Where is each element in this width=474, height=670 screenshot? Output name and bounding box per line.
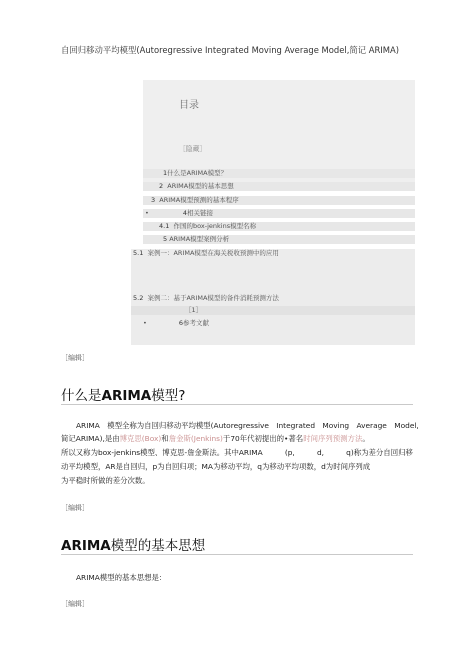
toc-item-2[interactable] bbox=[143, 182, 415, 191]
toc-item-label: 什么是ARIMA模型？ bbox=[167, 169, 228, 177]
heading-suffix: 模型的基本思想 bbox=[110, 538, 206, 554]
toc-item-4-1[interactable] bbox=[143, 222, 415, 231]
paragraph-line bbox=[61, 433, 370, 445]
edit-link[interactable]: ［编辑］ bbox=[61, 600, 89, 608]
toc-item-5[interactable] bbox=[143, 235, 415, 244]
paragraph-line: 为平稳时所做的差分次数。 bbox=[61, 476, 150, 485]
toc-item-label: 作国的box-jenkins模型名称 bbox=[173, 222, 257, 230]
heading-rule bbox=[61, 404, 413, 405]
toc-item-3[interactable] bbox=[143, 196, 415, 205]
paragraph-line: 动平均模型，AR是自回归，p为自回归项；MA为移动平均，q为移动平均项数，d为时间序列成 bbox=[61, 462, 371, 471]
toc-item-5-2[interactable] bbox=[131, 294, 415, 303]
heading-rule bbox=[61, 554, 413, 555]
toc-item-number: 3 bbox=[151, 196, 156, 204]
toc-hide-toggle[interactable]: ［隐藏］ bbox=[179, 145, 207, 153]
edit-link[interactable]: ［编辑］ bbox=[61, 504, 89, 512]
bullet-icon: • bbox=[143, 319, 147, 327]
heading-prefix: 什么是 bbox=[61, 388, 102, 404]
toc-item-4[interactable] bbox=[143, 209, 415, 218]
toc-item-ref-1[interactable] bbox=[131, 306, 415, 315]
toc-item-number: 5.1 bbox=[133, 249, 144, 257]
paragraph-line: ARIMA模型的基本思想是： bbox=[76, 573, 167, 582]
link-jenkins[interactable]: 詹金斯(Jenkins) bbox=[168, 434, 223, 443]
heading-latin: ARIMA bbox=[61, 538, 111, 554]
toc-item-number: 4.1 bbox=[159, 222, 170, 230]
toc-item-number: 2 bbox=[159, 182, 164, 190]
section-heading-what-is-arima bbox=[61, 384, 185, 404]
text-span: 于70年代初提出的•著名 bbox=[222, 434, 304, 443]
text-span: 和 bbox=[161, 434, 169, 443]
edit-link[interactable]: ［编辑］ bbox=[61, 354, 89, 362]
paragraph-line: ARIMA 模型全称为自回归移动平均模型(Autoregressive Integrated Moving Average Model, bbox=[76, 421, 419, 430]
toc-item-label: 相关链接 bbox=[186, 209, 213, 217]
toc-item-label: 参考文献 bbox=[182, 319, 209, 327]
toc-heading: 目录 bbox=[179, 100, 199, 111]
toc-item-label: ARIMA模型预测的基本程序 bbox=[159, 196, 239, 204]
text-span: 简记ARIMA),是由 bbox=[61, 434, 120, 443]
document-title: 自回归移动平均模型(Autoregressive Integrated Moving Average Model,简记 ARIMA) bbox=[61, 45, 400, 55]
text-span: 。 bbox=[362, 434, 370, 443]
toc-item-number: 5 bbox=[163, 235, 168, 243]
toc-item-5-1[interactable] bbox=[131, 249, 415, 258]
toc-item-6[interactable] bbox=[131, 319, 415, 328]
toc-item-number: 1 bbox=[163, 169, 168, 177]
heading-latin: ARIMA bbox=[101, 388, 152, 404]
toc-item-number: 5.2 bbox=[133, 294, 144, 302]
link-box[interactable]: 博克思(Box) bbox=[119, 434, 162, 443]
toc-item-number: 4 bbox=[182, 209, 187, 217]
section-heading-basic-idea bbox=[61, 534, 205, 554]
toc-item-label: 案例一：ARIMA模型在海关税收预测中的应用 bbox=[147, 249, 279, 257]
bullet-icon: • bbox=[145, 209, 149, 217]
heading-suffix: 模型? bbox=[151, 388, 186, 404]
toc-item-number: 6 bbox=[178, 319, 183, 327]
toc-item-label: ARIMA模型案例分析 bbox=[169, 235, 230, 243]
toc-item-label: ［1］ bbox=[185, 306, 203, 314]
link-time-series[interactable]: 时间序列预测方法 bbox=[303, 434, 363, 443]
toc-item-label: 案例二：基于ARIMA模型的备件消耗预测方法 bbox=[147, 294, 279, 302]
toc-item-1[interactable] bbox=[143, 169, 415, 178]
paragraph-line: 所以又称为box-jenkins模型、博克思-詹金斯法。其中ARIMA (p, d, q)称为差分自回归移 bbox=[61, 448, 413, 457]
toc-item-label: ARIMA模型的基本思想 bbox=[167, 182, 234, 190]
